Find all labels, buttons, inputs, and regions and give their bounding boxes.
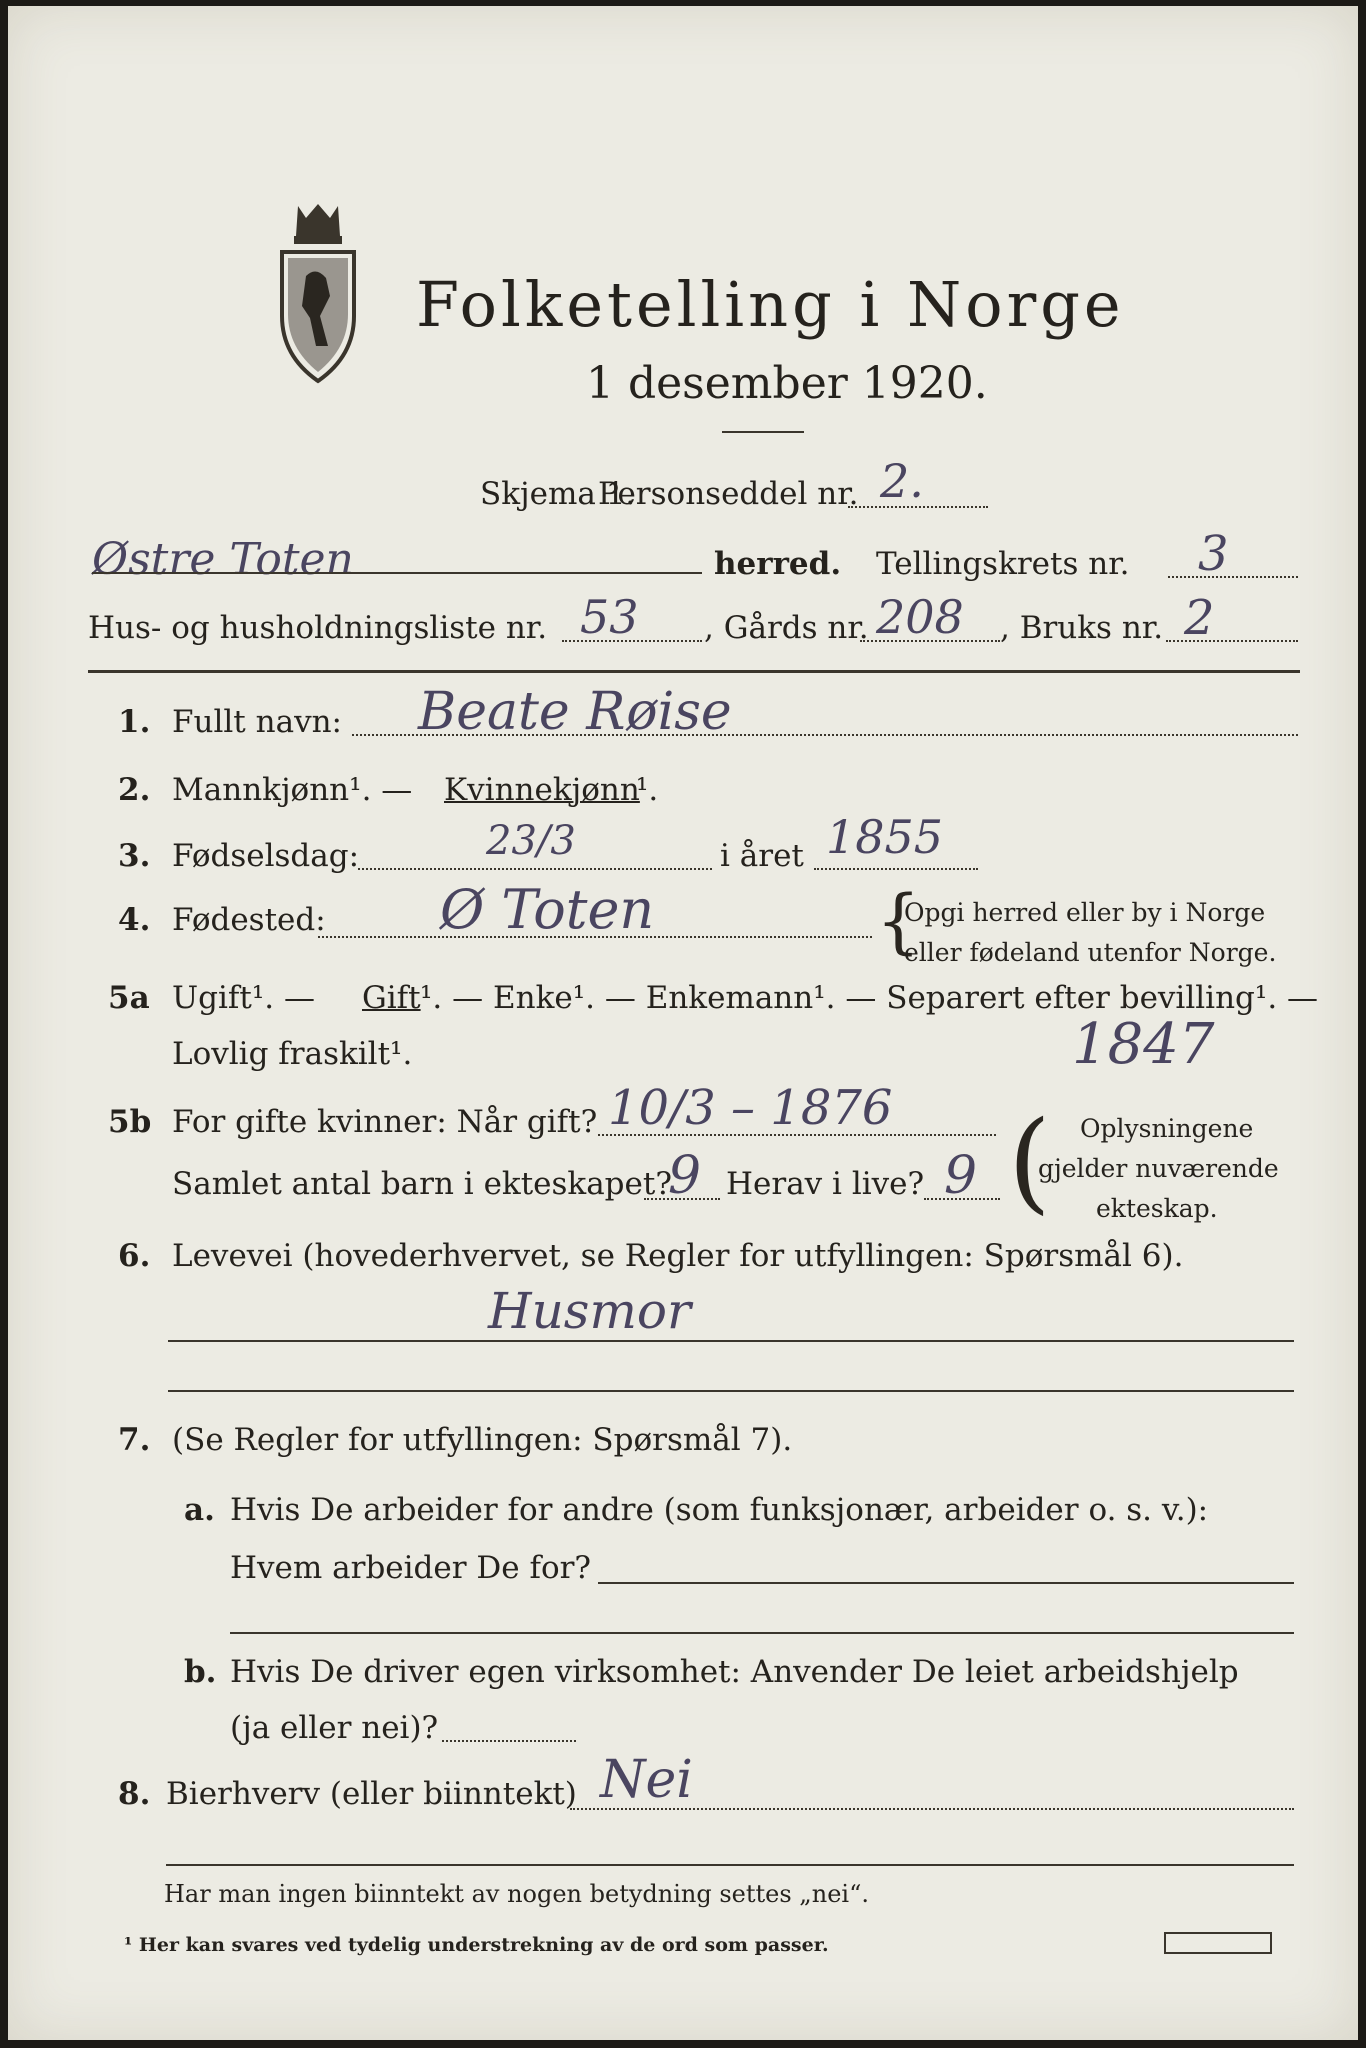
q5b-number: 5b [108,1104,152,1140]
q5b-note-line1: Oplysningene [1080,1114,1254,1143]
printer-stamp-icon [1164,1932,1272,1954]
q5a-fraskilt: Lovlig fraskilt¹. [172,1036,413,1072]
q3-year-line [814,868,978,870]
q5b-marriage-date: 10/3 – 1876 [608,1080,893,1136]
tellingskrets-value: 3 [1198,526,1229,582]
q1-full-name: Beate Røise [418,682,732,742]
q5b-label: For gifte kvinner: Når gift? [172,1104,598,1140]
q3-year-label: i året [720,838,804,874]
q7b-line [442,1740,576,1742]
q2-male: Mannkjønn¹. — [172,772,413,808]
q2-female-underlined: Kvinnekjønn [444,772,640,808]
q5a-number: 5a [108,980,150,1016]
q3-birthdate: 23/3 [486,818,576,864]
title-divider [722,431,804,433]
norwegian-coat-of-arms-icon [268,196,368,396]
q7-number: 7. [118,1422,151,1458]
q5b-children-value: 9 [668,1146,702,1206]
herred-line [92,572,702,574]
q4-note-brace: { [876,880,921,962]
bruks-label: , Bruks nr. [1000,610,1164,646]
q8-number: 8. [118,1776,151,1812]
q4-birthplace: Ø Toten [440,878,655,941]
q7a-label: Hvis De arbeider for andre (som funksjonær, arbeider o. s. v.): [230,1492,1209,1528]
header-separator [88,670,1300,673]
q3-line [358,868,712,870]
q4-label: Fødested: [172,902,326,938]
husliste-label: Hus- og husholdningsliste nr. [88,610,548,646]
gards-label: , Gårds nr. [704,610,869,646]
gards-value: 208 [876,590,964,644]
personseddel-value: 2. [880,454,924,508]
q7a-line2 [230,1632,1294,1634]
husliste-value: 53 [580,590,639,644]
schema-label: Skjema 1. [480,476,636,512]
q6-occupation: Husmor [488,1282,691,1340]
q8-line2 [166,1864,1294,1866]
q5a-options: ¹. — Enke¹. — Enkemann¹. — Separert efter bevilling¹. — [420,980,1319,1016]
q4-note-line1: Opgi herred eller by i Norge [904,898,1266,927]
q6-line1 [168,1340,1294,1342]
q5a-ugift: Ugift¹. — [172,980,315,1016]
q8-secondary-income: Nei [600,1750,693,1810]
q3-label: Fødselsdag: [172,838,360,874]
q6-line2 [168,1390,1294,1392]
q5a-annotation-year: 1847 [1072,1012,1215,1077]
personseddel-label: Personseddel nr. [598,476,859,512]
form-title: Folketelling i Norge [416,268,1125,341]
q5b-children-label: Samlet antal barn i ekteskapet? [172,1166,672,1202]
tellingskrets-line [1168,576,1298,578]
census-date: 1 desember 1920. [586,358,988,409]
q7b-sublabel: (ja eller nei)? [230,1710,439,1746]
q6-label: Levevei (hovederhvervet, se Regler for utfyllingen: Spørsmål 6). [172,1238,1184,1274]
q6-number: 6. [118,1238,151,1274]
q7a-sublabel: Hvem arbeider De for? [230,1550,592,1586]
q7b-label: Hvis De driver egen virksomhet: Anvender De leiet arbeidshjelp [230,1654,1239,1690]
q7-label: (Se Regler for utfyllingen: Spørsmål 7). [172,1422,793,1458]
footer-note: Har man ingen biinntekt av nogen betydning settes „nei“. [164,1880,869,1908]
q5a-gift-underlined: Gift [362,980,421,1016]
herred-value: Østre Toten [92,534,354,585]
q7a-number: a. [184,1492,215,1528]
q3-number: 3. [118,838,151,874]
tellingskrets-label: Tellingskrets nr. [876,546,1130,582]
q5b-note-brace: ( [1008,1097,1051,1225]
herred-label: herred. [714,546,842,582]
q2-superscript: ¹. [636,772,659,808]
census-form-page [8,6,1358,2040]
q3-birth-year: 1855 [826,810,944,864]
q5b-alive-label: Herav i live? [726,1166,925,1202]
q8-label: Bierhverv (eller biinntekt) [166,1776,577,1812]
q4-note-line2: eller fødeland utenfor Norge. [904,938,1277,967]
q7b-number: b. [184,1654,217,1690]
q5b-alive-value: 9 [944,1146,978,1206]
q5b-note-line2: gjelder nuværende [1038,1154,1279,1183]
q1-number: 1. [118,704,151,740]
footnote: ¹ Her kan svares ved tydelig understrekning av de ord som passer. [124,1934,829,1956]
q2-number: 2. [118,772,151,808]
q1-label: Fullt navn: [172,704,342,740]
bruks-value: 2 [1184,590,1215,646]
q5b-note-line3: ekteskap. [1096,1194,1218,1223]
q7a-line1 [598,1582,1294,1584]
q4-number: 4. [118,902,151,938]
